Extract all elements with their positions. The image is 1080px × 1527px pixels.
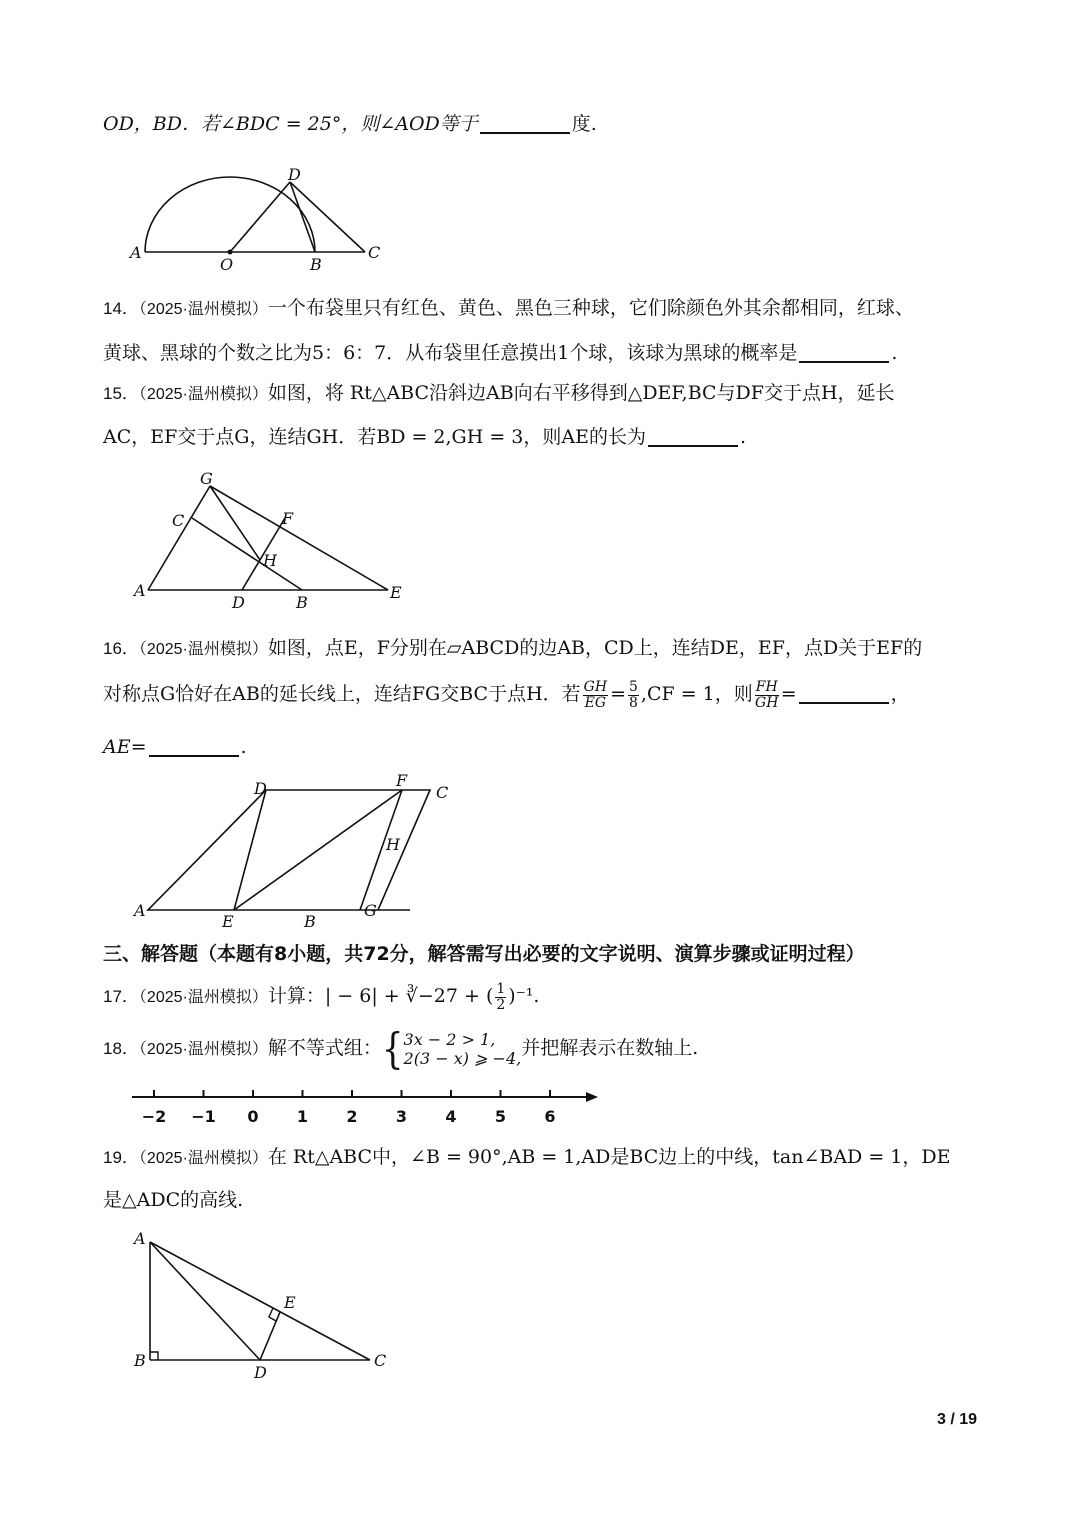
q19-line1 [103,1146,950,1169]
q18-source: （2025·温州模拟） [138,1041,268,1059]
q19-figure [128,1228,393,1383]
q15-label-b: B [296,593,308,612]
q18-ineq-2: 2(3 − x) ⩾ −4, [403,1049,522,1069]
section-3-heading: 三、解答题（本题有8小题，共72分，解答需写出必要的文字说明、演算步骤或证明过程） [103,943,865,965]
q14-text-2: 黄球、黑球的个数之比为5：6：7．从布袋里任意摸出1个球，该球为黑球的概率是 [103,342,798,364]
q13-text [103,113,597,136]
q18-line [103,1024,699,1075]
q15-label-f: F [282,509,294,528]
q13-answer-blank[interactable] [480,114,570,134]
q13-figure [125,160,395,275]
q13-stem: OD，BD．若∠BDC = 25°，则∠AOD等于 [103,113,478,135]
q16-answer-blank-2[interactable] [149,737,239,757]
page-number: 3 / 19 [936,1411,977,1428]
q19-source: （2025·温州模拟） [138,1150,268,1167]
q19-label-e: E [284,1293,296,1312]
q15-label-g: G [200,469,213,488]
q15-line-ge [210,486,388,590]
q15-line1 [103,382,895,405]
q15-line-ag [148,486,210,590]
number-line-ticks [142,1090,556,1126]
q15-answer-blank[interactable] [648,427,738,447]
q17-source: （2025·温州模拟） [138,989,268,1007]
q14-source: （2025·温州模拟） [138,301,268,318]
q15-line-cb [192,518,302,590]
q16-number: 16． [103,639,139,658]
q18-brace: { [381,1024,404,1075]
q16-label-h: H [386,835,400,854]
q16-frac2-numerator: 5 [628,679,638,695]
q16-label-b: B [304,912,316,930]
q19-line-ad [150,1242,260,1360]
number-line-tick-label: 0 [247,1107,259,1126]
q19-label-c: C [374,1351,387,1370]
q16-label-c: C [436,783,449,802]
q15-number: 15． [103,384,139,403]
q19-label-d: D [254,1363,267,1382]
q16-fraction-fh-gh [755,680,779,710]
q15-line2 [103,426,746,449]
q13-semicircle-arc [145,177,315,252]
q16-frac2-denominator: 8 [628,694,638,711]
q15-text-1: 如图，将 Rt△ABC沿斜边AB向右平移得到△DEF,BC与DF交于点H，延长 [267,382,895,404]
q16-frac3-numerator: FH [755,679,778,695]
q18-tail: 并把解表示在数轴上. [521,1037,699,1060]
q15-label-a: A [134,581,146,600]
q13-line-od [230,182,290,252]
q19-line-de [260,1312,280,1360]
q16-label-f: F [396,771,408,790]
q17-line [103,982,539,1012]
q13-label-a: A [130,243,142,262]
q13-label-b: B [310,255,322,274]
q14-answer-blank[interactable] [799,343,889,363]
q14-tail: . [891,342,898,364]
q16-label-a: A [134,901,146,920]
number-line-tick-label: 6 [544,1107,556,1126]
q15-label-h: H [263,551,277,570]
q14-number: 14． [103,299,139,318]
q13-label-d: D [288,165,301,184]
q13-line-bd [290,182,315,252]
q15-figure [130,468,410,613]
q13-line-cd [290,182,365,252]
q18-number: 18． [103,1039,139,1059]
q14-text-1: 一个布袋里只有红色、黄色、黑色三种球，它们除颜色外其余都相同，红球、 [267,297,914,319]
q16-line-ef [234,790,402,910]
q16-text-3: AE= [103,736,147,758]
q17-fraction-half [495,982,506,1012]
q16-frac3-denominator: GH [755,694,779,711]
q18-ineq-1: 3x − 2 > 1, [403,1030,496,1049]
q16-answer-blank-1[interactable] [799,684,889,704]
q15-label-e: E [390,583,402,602]
q19-text-1: 在 Rt△ABC中，∠B = 90°,AB = 1,AD是BC边上的中线，tan∠BAD = 1，DE [267,1146,951,1168]
q16-text-2b: ,CF = 1，则 [640,683,753,706]
q19-text-2: 是△ADC的高线. [103,1189,244,1211]
q13-tail: 度. [571,113,597,135]
number-line-tick-label: −2 [141,1107,167,1126]
q19-line-ac [150,1242,370,1360]
q17-text-b: )⁻¹. [508,985,540,1008]
q16-tail: . [240,736,247,758]
number-line-tick-label: 2 [346,1107,358,1126]
q16-fraction-gh-eg [583,680,608,710]
q16-frac1-numerator: GH [583,679,608,695]
q16-text-1: 如图，点E，F分别在▱ABCD的边AB，CD上，连结DE，EF，点D关于EF的 [267,637,923,659]
q14-line1 [103,297,914,320]
number-line-tick-label: 4 [445,1107,457,1126]
q18-system [404,1030,522,1068]
q17-text-a: 计算：| − 6| + ∛−27 + ( [267,985,494,1008]
q15-line-gh [210,486,260,560]
q16-label-g: G [364,901,377,920]
q18-lead: 解不等式组： [267,1037,382,1060]
q19-label-b: B [134,1351,146,1370]
q16-line3 [103,736,247,759]
q17-number: 17． [103,987,139,1007]
number-line [128,1086,603,1132]
q13-label-c: C [368,243,381,262]
q15-text-2: AC，EF交于点G，连结GH．若BD = 2,GH = 3，则AE的长为 [103,426,646,448]
number-line-tick-label: −1 [191,1107,216,1126]
q13-point-o [228,250,233,255]
q15-source: （2025·温州模拟） [138,386,268,403]
q16-source: （2025·温州模拟） [138,641,268,658]
q16-frac1-denominator: EG [584,694,607,711]
q19-right-angle-e [269,1308,276,1321]
q16-label-d: D [254,779,267,798]
q16-line2 [103,680,910,710]
q16-comma: ， [890,683,910,706]
number-line-tick-label: 1 [296,1107,309,1126]
number-line-arrow [586,1092,598,1102]
q15-tail: . [740,426,747,448]
q16-equals-1: = [610,683,626,706]
q16-fraction-5-8 [628,680,639,710]
q14-line2 [103,342,897,365]
q16-label-e: E [222,912,234,930]
q16-line1 [103,637,922,660]
q19-right-angle-b [150,1352,158,1360]
q19-line2 [103,1189,243,1212]
q15-label-d: D [232,593,245,612]
number-line-tick-label: 3 [395,1107,408,1126]
q19-label-a: A [134,1229,146,1248]
q17-frac-denominator: 2 [496,996,506,1013]
q16-text-2a: 对称点G恰好在AB的延长线上，连结FG交BC于点H．若 [103,683,581,706]
q15-label-c: C [172,511,185,530]
q19-number: 19． [103,1148,139,1167]
q16-line-de [234,790,266,910]
q13-label-o: O [220,255,234,274]
q16-equals-2: = [780,683,797,706]
number-line-tick-label: 5 [494,1107,507,1126]
q17-frac-numerator: 1 [496,981,506,997]
q16-figure [130,770,460,930]
